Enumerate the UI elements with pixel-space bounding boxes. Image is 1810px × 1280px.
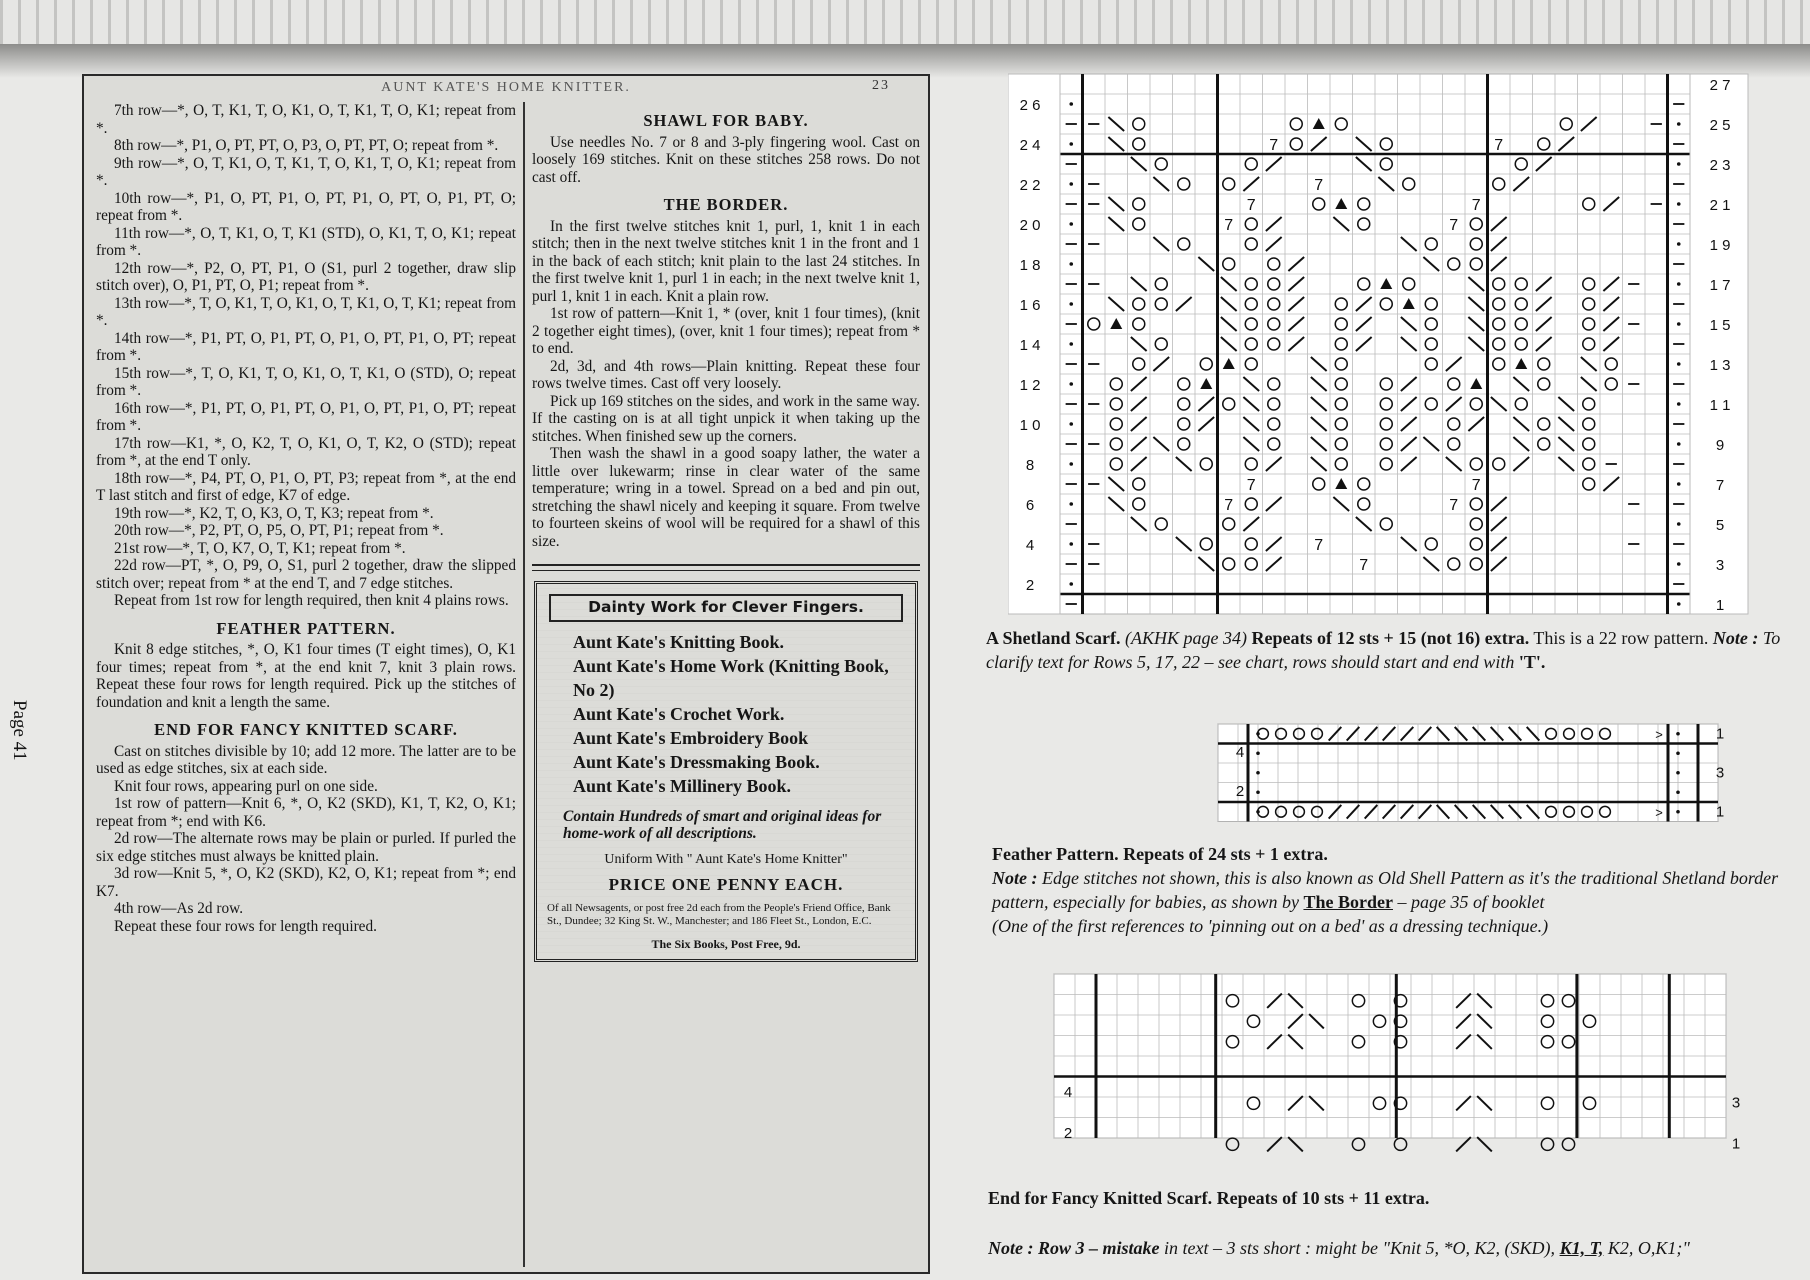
page-number: Page 41 — [9, 700, 30, 761]
advert-book-title: Aunt Kate's Crochet Work. — [573, 703, 785, 724]
advert-book-title: Aunt Kate's Knitting Book. — [573, 631, 785, 652]
purl-dot-symbol — [1677, 362, 1681, 366]
right-column-text — [532, 112, 920, 550]
purl-dot-symbol — [1069, 342, 1073, 346]
feather-note-label: Note : — [992, 868, 1038, 888]
feather-note-end: – page 35 of booklet — [1397, 892, 1545, 912]
row-number-left: 1 2 — [1019, 377, 1041, 394]
row-number-left: 2 4 — [1019, 137, 1041, 154]
scarf-end-note — [988, 1236, 1808, 1260]
shetland-caption-title: A Shetland Scarf. — [986, 628, 1121, 648]
pattern-paragraph: Then wash the shawl in a good soapy lather, the water a little over lukewarm; rinse in clear water of the same temperature; wring in a towel. Spread on a bed and pin out, stretching the shawl nicely and keeping it square. From twelve to fourteen skeins of wool will be required for a shawl of this size. — [532, 445, 920, 550]
pattern-paragraph: 18th row—*, P4, PT, O, P1, O, PT, P3; repeat from *, at the end T last stitch and first of edge, K7 of edge. — [96, 469, 516, 504]
purl-dot-symbol — [1677, 242, 1681, 246]
row-number-right: 1 — [1715, 725, 1725, 743]
scarf-end-caption-repeat: Repeats of 10 sts + 11 extra. — [1216, 1188, 1430, 1208]
section-heading: THE BORDER. — [663, 195, 789, 214]
purl-dot-symbol — [1677, 602, 1681, 606]
purl-dot-symbol — [1677, 402, 1681, 406]
ssk-symbol — [1477, 1137, 1492, 1151]
shetland-scarf-chart — [1008, 72, 1753, 617]
shetland-note-label: Note : — [1712, 628, 1759, 648]
scarf-end-note-emph: K1, T, — [1559, 1238, 1604, 1258]
yarn-over-symbol — [1394, 1138, 1406, 1150]
pattern-paragraph: In the first twelve stitches knit 1, purl, 1, knit 1 in each stitch; then in the next twelve stitches knit 1 in the front and 1 in the back of each stitch; knit plain to the last 24 stitches. In the first twelve knit 1, purl 1 in each; in the next twelve knit 1, purl 1, knit 1 in each. Knit a plain row. — [532, 217, 920, 305]
shetland-caption-rest: This is a 22 row pattern. — [1533, 628, 1709, 648]
shetland-caption-ref: (AKHK page 34) — [1125, 628, 1248, 648]
advert-box — [534, 581, 918, 962]
purl-dot-symbol — [1677, 562, 1681, 566]
row-number-right: 1 9 — [1709, 237, 1731, 254]
purl-dot-symbol — [1677, 162, 1681, 166]
pattern-paragraph: Repeat from 1st row for length required, then knit 4 plains rows. — [114, 592, 509, 609]
right-column — [532, 102, 920, 962]
purl-dot-symbol — [1256, 810, 1260, 814]
pattern-paragraph: 1st row of pattern—Knit 1, * (over, knit 1 four times), (knit 2 together eight times), (over, knit 1 four times); repeat from * to end. — [532, 305, 920, 357]
purl-dot-symbol — [1677, 482, 1681, 486]
chart-background — [1218, 724, 1718, 822]
row-number-left: 4 — [1235, 744, 1245, 762]
row-number-right: 1 — [1715, 803, 1725, 821]
row-number-left: 1 6 — [1019, 297, 1041, 314]
advert-six-books: The Six Books, Post Free, 9d. — [651, 936, 801, 951]
row-number-right: 1 — [1715, 597, 1725, 614]
purl-dot-symbol — [1256, 751, 1260, 755]
binder-edge — [0, 0, 1810, 46]
scarf-end-note-label: Note : Row 3 – mistake — [988, 1238, 1160, 1258]
seven-marker: 7 — [1246, 477, 1256, 494]
feather-pattern-chart — [1210, 720, 1730, 828]
purl-dot-symbol — [1676, 790, 1680, 794]
pattern-paragraph: 16th row—*, P1, PT, O, P1, PT, O, P1, O, PT, P1, O, PT; repeat from *. — [96, 399, 516, 434]
feather-caption-title: Feather Pattern. — [992, 844, 1119, 864]
pattern-paragraph: Repeat these four rows for length required. — [114, 917, 377, 935]
row-number-left: 2 0 — [1019, 217, 1041, 234]
seven-marker: 7 — [1359, 557, 1369, 574]
purl-dot-symbol — [1069, 302, 1073, 306]
scarf-end-chart — [1052, 972, 1797, 1172]
purl-dot-symbol — [1677, 322, 1681, 326]
row-number-right: 1 3 — [1709, 357, 1731, 374]
shetland-note: To clarify text for Rows 5, 17, 22 – see chart, rows should start and end with — [986, 628, 1781, 672]
purl-dot-symbol — [1069, 422, 1073, 426]
row-number-left: 1 8 — [1019, 257, 1041, 274]
k2tog-symbol — [1267, 1137, 1282, 1151]
feather-note-link: The Border — [1303, 892, 1393, 912]
seven-marker: 7 — [1314, 537, 1324, 554]
purl-dot-symbol — [1256, 771, 1260, 775]
row-number-right: 7 — [1715, 477, 1725, 494]
row-number-left: 4 — [1025, 537, 1035, 554]
row-number-right: 2 7 — [1709, 77, 1731, 94]
advert-book-title: Aunt Kate's Dressmaking Book. — [573, 751, 820, 772]
advert-book-title: Aunt Kate's Embroidery Book — [573, 727, 809, 748]
purl-dot-symbol — [1676, 771, 1680, 775]
row-number-left: 4 — [1063, 1084, 1073, 1101]
scarf-end-note-text: in text – 3 sts short : might be "Knit 5, *O, K2, (SKD), — [1164, 1238, 1556, 1258]
pattern-paragraph: 12th row—*, P2, O, PT, P1, O (S1, purl 2 together, draw slip stitch over), O, P1, PT, O, P1; repeat from *. — [96, 259, 516, 294]
row-number-left: 8 — [1025, 457, 1035, 474]
row-number-right: 1 5 — [1709, 317, 1731, 334]
purl-dot-symbol — [1069, 582, 1073, 586]
row-number-right: 3 — [1715, 764, 1725, 782]
advert-title: Dainty Work for Clever Fingers. — [549, 594, 903, 622]
row-number-left: 2 — [1063, 1125, 1073, 1142]
yarn-over-symbol — [1562, 1138, 1574, 1150]
left-column — [96, 102, 516, 935]
pattern-paragraph: 8th row—*, P1, O, PT, PT, O, P3, O, PT, PT, O; repeat from *. — [114, 137, 499, 154]
ssk-symbol — [1288, 1137, 1303, 1151]
pattern-paragraph: 17th row—K1, *, O, K2, T, O, K1, O, T, K2, O (STD); repeat from *, at the end T only. — [96, 434, 516, 469]
advert-book-title: Aunt Kate's Home Work (Knitting Book, No 2) — [573, 655, 889, 700]
pattern-paragraph: 21st row—*, T, O, K7, O, T, K1; repeat from *. — [114, 539, 406, 557]
purl-dot-symbol — [1676, 732, 1680, 736]
advert-price: PRICE ONE PENNY EACH. — [608, 875, 844, 894]
seven-marker: 7 — [1224, 217, 1234, 234]
seven-marker: 7 — [1494, 137, 1504, 154]
pattern-paragraph: 14th row—*, P1, PT, O, P1, PT, O, P1, O, PT, P1, O, PT; repeat from *. — [96, 329, 516, 364]
seven-marker: 7 — [1471, 197, 1481, 214]
pattern-paragraph: 19th row—*, K2, T, O, K3, O, T, K3; repeat from *. — [114, 504, 434, 522]
pattern-paragraph: 15th row—*, T, O, K1, T, O, K1, O, T, K1, O (STD), O; repeat from *. — [96, 364, 516, 399]
purl-dot-symbol — [1677, 122, 1681, 126]
feather-note: Edge stitches not shown, this is also known as Old Shell Pattern as it's the traditional Shetland border pattern, especially for babies, as shown by — [992, 868, 1779, 912]
clipping-header-title: AUNT KATE'S HOME KNITTER. — [381, 80, 631, 95]
scarf-end-note-end: K2, O,K1;" — [1607, 1238, 1690, 1258]
section-heading: END FOR FANCY KNITTED SCARF. — [154, 720, 458, 739]
row-number-right: 3 — [1715, 557, 1725, 574]
section-heading: FEATHER PATTERN. — [216, 618, 396, 638]
purl-dot-symbol — [1069, 102, 1073, 106]
row-number-right: 9 — [1715, 437, 1725, 454]
feather-caption — [992, 842, 1792, 938]
pattern-paragraph: 13th row—*, T, O, K1, T, O, K1, O, T, K1, O, T, K1; repeat from *. — [96, 294, 516, 329]
yarn-over-symbol — [1226, 1138, 1238, 1150]
shetland-caption — [986, 626, 1786, 674]
row-number-right: 2 5 — [1709, 117, 1731, 134]
row-number-right: 3 — [1731, 1094, 1741, 1112]
purl-dot-symbol — [1069, 542, 1073, 546]
row-number-left: 2 — [1025, 577, 1035, 594]
advert-fine-print: Of all Newsagents, or post free 2d each from the People's Friend Office, Bank St., Dundee; 32 King St. W., Manchester; and 186 Fleet St., London, E.C. — [547, 901, 891, 927]
pattern-paragraph: 2d row—The alternate rows may be plain or purled. If purled the six edge stitches must always be knitted plain. — [96, 830, 516, 865]
feather-caption-repeat: Repeats of 24 sts + 1 extra. — [1123, 844, 1328, 864]
pattern-paragraph: 7th row—*, O, T, K1, T, O, K1, O, T, K1, T, O, K1; repeat from *. — [96, 102, 516, 137]
shetland-caption-repeat: Repeats of 12 sts + 15 (not 16) extra. — [1251, 628, 1530, 648]
row-number-right: 1 1 — [1709, 397, 1731, 414]
purl-dot-symbol — [1677, 442, 1681, 446]
seven-marker: 7 — [1269, 137, 1279, 154]
row-number-left: 1 0 — [1019, 417, 1041, 434]
purl-dot-symbol — [1256, 790, 1260, 794]
seven-marker: 7 — [1471, 477, 1481, 494]
pattern-paragraph: Knit 8 edge stitches, *, O, K1 four times (T eight times), O, K1 four times; repeat from *, at the end knit 7, knit 3 plain rows. Repeat these four rows for length required. Pick up the stitches of foundation and knit a length the same. — [96, 641, 516, 711]
advert-book-list — [547, 630, 905, 798]
row-number-right: 1 — [1731, 1135, 1741, 1153]
purl-dot-symbol — [1069, 182, 1073, 186]
pattern-paragraph: 10th row—*, P1, O, PT, P1, O, PT, P1, O, PT, O, P1, PT, O; repeat from *. — [96, 189, 516, 224]
pattern-paragraph: 4th row—As 2d row. — [114, 900, 244, 917]
purl-dot-symbol — [1069, 462, 1073, 466]
purl-dot-symbol — [1069, 262, 1073, 266]
yarn-over-symbol — [1541, 1138, 1553, 1150]
purl-dot-symbol — [1677, 522, 1681, 526]
pattern-paragraph: 9th row—*, O, T, K1, O, T, K1, T, O, K1, T, O, K1; repeat from *. — [96, 154, 516, 189]
scarf-end-caption-title: End for Fancy Knitted Scarf. — [988, 1188, 1213, 1208]
purl-dot-symbol — [1069, 382, 1073, 386]
seven-marker: 7 — [1314, 177, 1324, 194]
newspaper-clipping — [82, 74, 930, 1274]
feather-note2: (One of the first references to 'pinning out on a bed' as a dressing technique.) — [992, 916, 1549, 936]
shetland-note-end: 'T'. — [1518, 652, 1546, 672]
purl-dot-symbol — [1677, 282, 1681, 286]
edge-marker: > — [1655, 726, 1663, 742]
pattern-paragraph: 11th row—*, O, T, K1, O, T, K1 (STD), O, K1, T, O, K1; repeat from *. — [96, 224, 516, 259]
row-number-left: 6 — [1025, 497, 1035, 514]
purl-dot-symbol — [1069, 222, 1073, 226]
row-number-right: 1 7 — [1709, 277, 1731, 294]
seven-marker: 7 — [1449, 497, 1459, 514]
row-number-left: 2 — [1235, 783, 1245, 801]
yarn-over-symbol — [1352, 1138, 1364, 1150]
row-number-left: 1 4 — [1019, 337, 1041, 354]
pattern-paragraph: 22d row—PT, *, O, P9, O, S1, purl 2 together, draw the slipped stitch over; repeat from * at the end T, and 7 edge stitches. — [96, 557, 516, 592]
pattern-paragraph: Cast on stitches divisible by 10; add 12 more. The latter are to be used as edge stitches, six at each side. — [96, 742, 516, 777]
row-number-right: 5 — [1715, 517, 1725, 534]
purl-dot-symbol — [1676, 810, 1680, 814]
scarf-end-caption — [988, 1186, 1788, 1210]
pattern-paragraph: 2d, 3d, and 4th rows—Plain knitting. Repeat these four rows twelve times. Cast off very loosely. — [532, 357, 920, 392]
edge-marker: > — [1655, 804, 1663, 820]
seven-marker: 7 — [1224, 497, 1234, 514]
column-divider — [523, 102, 525, 1267]
advert-uniform: Uniform With " Aunt Kate's Home Knitter" — [604, 851, 848, 867]
section-rule — [532, 564, 920, 571]
pattern-paragraph: Pick up 169 stitches on the sides, and work in the same way. If the casting on is at all tight unpick it when taking up the stitches. When finished sew up the corners. — [532, 392, 920, 445]
row-number-right: 2 3 — [1709, 157, 1731, 174]
section-heading: SHAWL FOR BABY. — [643, 111, 809, 130]
purl-dot-symbol — [1069, 502, 1073, 506]
advert-book-title: Aunt Kate's Millinery Book. — [573, 775, 792, 796]
purl-dot-symbol — [1676, 751, 1680, 755]
purl-dot-symbol — [1256, 732, 1260, 736]
pattern-paragraph: Knit four rows, appearing purl on one side. — [114, 777, 378, 795]
pattern-paragraph: 3d row—Knit 5, *, O, K2 (SKD), K2, O, K1; repeat from *; end K7. — [96, 865, 516, 900]
pattern-paragraph: Use needles No. 7 or 8 and 3-ply fingering wool. Cast on loosely 169 stitches. Knit on these stitches 258 rows. Do not cast off. — [532, 133, 920, 186]
purl-dot-symbol — [1677, 202, 1681, 206]
seven-marker: 7 — [1246, 197, 1256, 214]
seven-marker: 7 — [1449, 217, 1459, 234]
advert-tagline: Contain Hundreds of smart and original ideas for home-work of all descriptions. — [563, 807, 882, 842]
purl-dot-symbol — [1069, 142, 1073, 146]
pattern-paragraph: 1st row of pattern—Knit 6, *, O, K2 (SKD), K1, T, K2, O, K1; repeat from *; end with K6. — [96, 795, 516, 830]
row-number-right: 2 1 — [1709, 197, 1731, 214]
clipping-header — [84, 80, 928, 96]
row-number-left: 2 2 — [1019, 177, 1041, 194]
row-number-left: 2 6 — [1019, 97, 1041, 114]
clipping-header-page: 23 — [872, 78, 890, 93]
k2tog-symbol — [1456, 1137, 1471, 1151]
pattern-paragraph: 20th row—*, P2, PT, O, P5, O, PT, P1; repeat from *. — [114, 522, 444, 539]
